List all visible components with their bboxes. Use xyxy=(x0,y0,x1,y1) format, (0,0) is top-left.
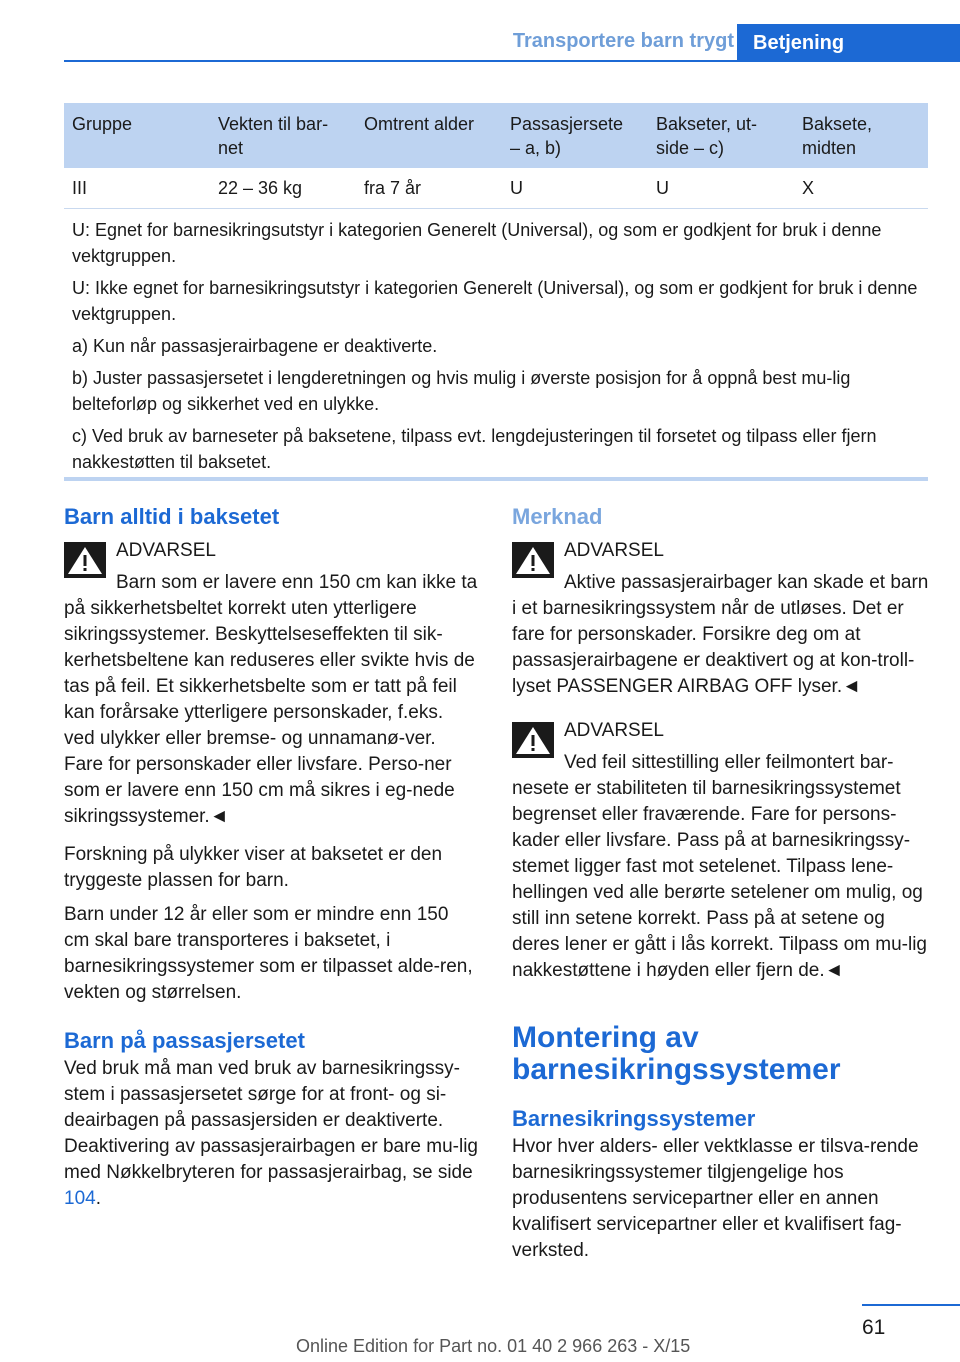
heading-note: Merknad xyxy=(512,504,603,529)
table-header-cell: Passasjersete – a, b) xyxy=(510,114,624,158)
warning-icon xyxy=(512,722,554,758)
paragraph: Barn under 12 år eller som er mindre enn 150 cm skal bare transporteres i baksetet, i barnesikringssystemer som er tilpasset alde-ren, vekten og størrelsen. xyxy=(64,904,473,1003)
table-header-cell: Bakseter, ut- side – c) xyxy=(656,114,758,158)
warning-icon xyxy=(64,542,106,578)
paragraph-text: Ved bruk må man ved bruk av barnesikringssy-stem i passasjersetet sørge for at front- og si-deairbagen på passasjersiden er deaktiverte. Deaktivering av passasjerairbagen er bare mu-lig med Nøkkelbryteren for passasjerairbag, se side xyxy=(64,1058,478,1183)
table-cell: X xyxy=(802,178,815,198)
child-seat-table xyxy=(64,103,928,481)
warning-title: ADVARSEL xyxy=(564,720,664,741)
table-header-cell: Baksete, midten xyxy=(802,114,873,158)
header-rule xyxy=(64,60,960,62)
table-header-row xyxy=(64,103,928,168)
right-column xyxy=(512,502,930,1264)
warning-title: ADVARSEL xyxy=(564,540,664,561)
warning-text: Ved feil sittestilling eller feilmontert bar-nesete er stabiliteten til barnesikringssystemet begrenset eller fraværende. Fare for persons-kader eller livsfare. Pass på at barnesikringssy-stemet ligger fast mot setelenet. Tilpass lene-hellingen ved alle berørte setelener om mulig, og still inn setene korrekt. Pass på at setene og deres lener er gått i lås korrekt. Tilpass om mu-lig nakkestøttene i høyden eller fjern de.◄ xyxy=(512,752,927,981)
table-note: c) Ved bruk av barneseter på baksetene, tilpass evt. lengdejusteringen til forsetet og tilpass eller fjern nakkestøtten til baksetet. xyxy=(72,426,877,472)
table-note: U: Egnet for barnesikringsutstyr i kategorien Generelt (Universal), og som er godkjent for bruk i denne vektgruppen. xyxy=(72,220,882,266)
table-note: a) Kun når passasjerairbagene er deaktiverte. xyxy=(72,336,438,356)
left-column xyxy=(64,502,479,1212)
subheading: Barnesikringssystemer xyxy=(512,1106,756,1131)
paragraph-end: . xyxy=(95,1188,101,1209)
footer-rule xyxy=(862,1304,960,1306)
warning-text: Barn som er lavere enn 150 cm kan ikke ta på sikkerhetsbeltet korrekt uten ytterligere sikringssystemer. Beskyttelseseffekten til sik-kerhetsbeltene kan reduseres eller svikte hvis de tas på feil. Et sikkerhetsbelte som er tatt på feil kan forårsake ytterligere personskader, f.eks. ved ulykker eller bremse- og unnamanø-ver. Fare for personskader eller livsfare. Perso-ner som er lavere enn 150 cm må sikres i eg-nede sikringssystemer.◄ xyxy=(64,572,478,827)
chapter-tab[interactable]: Betjening xyxy=(737,24,960,62)
table-header-cell: Omtrent alder xyxy=(364,114,475,134)
table-header-cell: Gruppe xyxy=(72,114,133,134)
table-note: U: Ikke egnet for barnesikringsutstyr i kategorien Generelt (Universal), og som er godkjent for bruk i denne vektgruppen. xyxy=(72,278,918,324)
warning-block xyxy=(512,538,930,700)
table-cell: III xyxy=(72,178,88,198)
warning-block xyxy=(64,538,479,830)
table-cell: fra 7 år xyxy=(364,178,422,198)
table-bottom-rule xyxy=(64,477,928,481)
table-notes xyxy=(64,209,928,475)
warning-text: Aktive passasjerairbager kan skade et barn i et barnesikringssystem når de utløses. Det er fare for personskader. Forsikre deg om at passasjerairbagene er deaktivert og at kon-troll-lyset PASSENGER AIRBAG OFF lyser.◄ xyxy=(512,572,929,697)
table-row xyxy=(64,168,928,209)
table-note: b) Juster passasjersetet i lengderetningen og hvis mulig i øverste posisjon for å oppnå best mu-lig belteforløp og sikkerhet ved en ulykke. xyxy=(72,368,851,414)
table-cell: 22 – 36 kg xyxy=(218,178,303,198)
table-header-cell: Vekten til bar- net xyxy=(218,114,329,158)
paragraph xyxy=(64,1056,479,1212)
heading-children-rear-seat: Barn alltid i baksetet xyxy=(64,504,280,529)
table-cell: U xyxy=(510,178,523,198)
table-cell: U xyxy=(656,178,669,198)
page-number: 61 xyxy=(862,1316,886,1339)
page-link[interactable]: 104 xyxy=(64,1188,96,1209)
heading-passenger-seat: Barn på passasjersetet xyxy=(64,1028,305,1053)
warning-icon xyxy=(512,542,554,578)
warning-block xyxy=(512,718,930,984)
edition-note: Online Edition for Part no. 01 40 2 966 263 - X/15 xyxy=(296,1336,691,1356)
paragraph: Forskning på ulykker viser at baksetet er den tryggeste plassen for barn. xyxy=(64,844,443,891)
section-heading: Montering av barnesikringssystemer xyxy=(512,1021,841,1086)
paragraph: Hvor hver alders- eller vektklasse er tilsva-rende barnesikringssystemer tilgjengelige hos produsentens servicepartner eller en annen kvalifisert servicepartner eller et kvalifisert fag-verksted. xyxy=(512,1136,919,1261)
section-title: Transportere barn trygt xyxy=(512,30,734,52)
warning-title: ADVARSEL xyxy=(116,540,216,561)
